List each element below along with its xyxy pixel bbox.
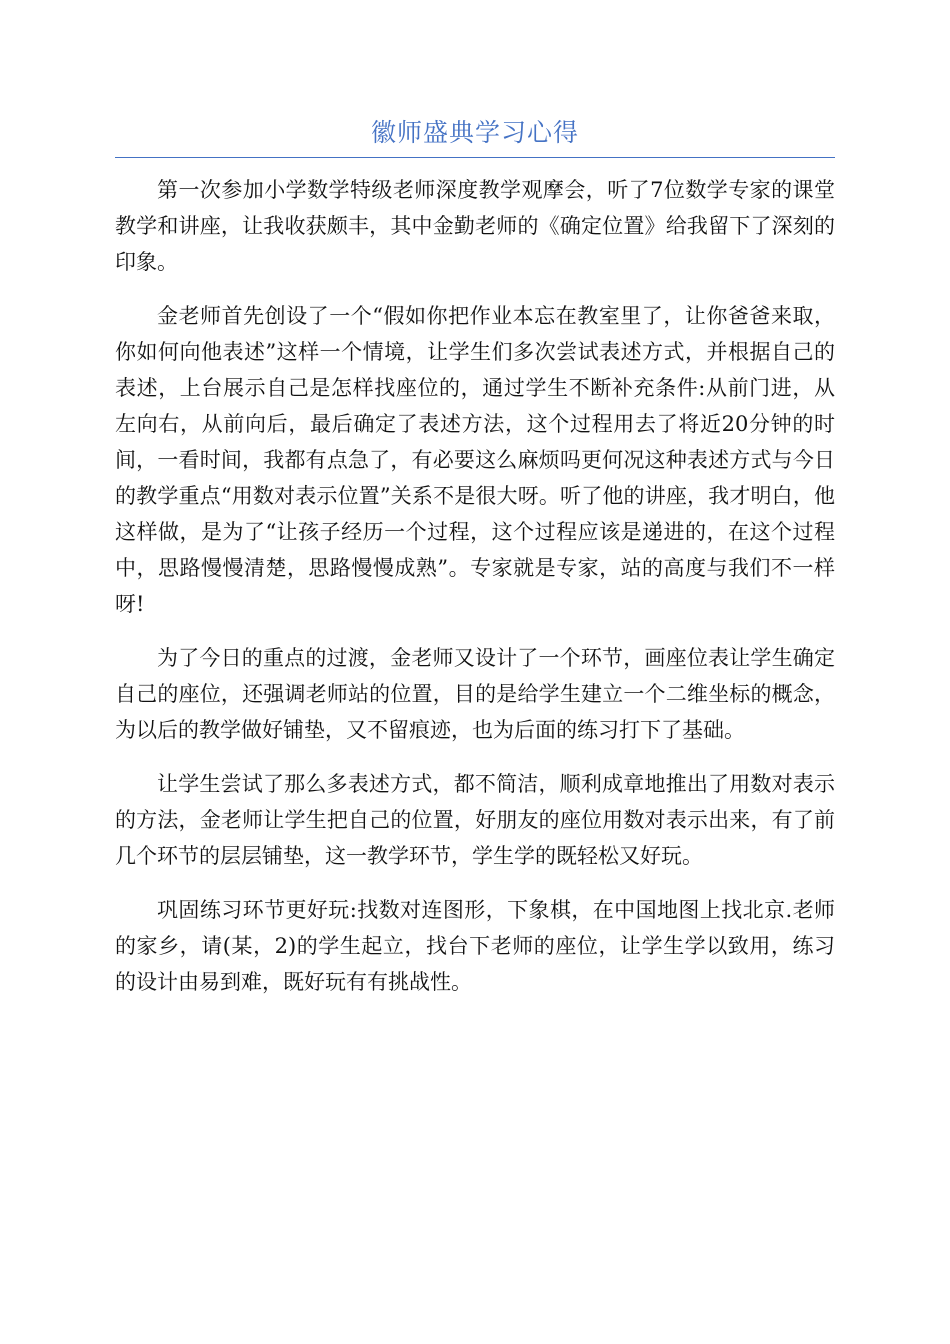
paragraph-1: 第一次参加小学数学特级老师深度教学观摩会，听了7位数学专家的课堂教学和讲座，让我收获颇丰，其中金勤老师的《确定位置》给我留下了深刻的印象。 bbox=[115, 178, 835, 274]
page-title: 徽师盛典学习心得 bbox=[370, 118, 579, 147]
paragraph-5: 巩固练习环节更好玩:找数对连图形，下象棋，在中国地图上找北京.老师的家乡，请(某，2)的学生起立，找台下老师的座位，让学生学以致用，练习的设计由易到难，既好玩有有挑战性。 bbox=[115, 898, 835, 994]
paragraph-2: 金老师首先创设了一个“假如你把作业本忘在教室里了，让你爸爸来取，你如何向他表述”这样一个情境，让学生们多次尝试表述方式，并根据自己的表述，上台展示自己是怎样找座位的，通过学生不断补充条件:从前门进，从左向右，从前向后，最后确定了表述方法，这个过程用去了将近20分钟的时间，一看时间，我都有点急了，有必要这么麻烦吗更何况这种表述方式与今日的教学重点“用数对表示位置”关系不是很大呀。听了他的讲座，我才明白，他这样做，是为了“让孩子经历一个过程，这个过程应该是递进的，在这个过程中，思路慢慢清楚，思路慢慢成熟”。专家就是专家，站的高度与我们不一样呀! bbox=[115, 304, 835, 616]
paragraph-4: 让学生尝试了那么多表述方式，都不简洁，顺利成章地推出了用数对表示的方法，金老师让学生把自己的位置，好朋友的座位用数对表示出来，有了前几个环节的层层铺垫，这一教学环节，学生学的既轻松又好玩。 bbox=[115, 772, 835, 868]
document-body bbox=[115, 172, 835, 1018]
title-block bbox=[115, 113, 835, 158]
paragraph-3: 为了今日的重点的过渡，金老师又设计了一个环节，画座位表让学生确定自己的座位，还强调老师站的位置，目的是给学生建立一个二维坐标的概念，为以后的教学做好铺垫，又不留痕迹，也为后面的练习打下了基础。 bbox=[115, 646, 835, 742]
